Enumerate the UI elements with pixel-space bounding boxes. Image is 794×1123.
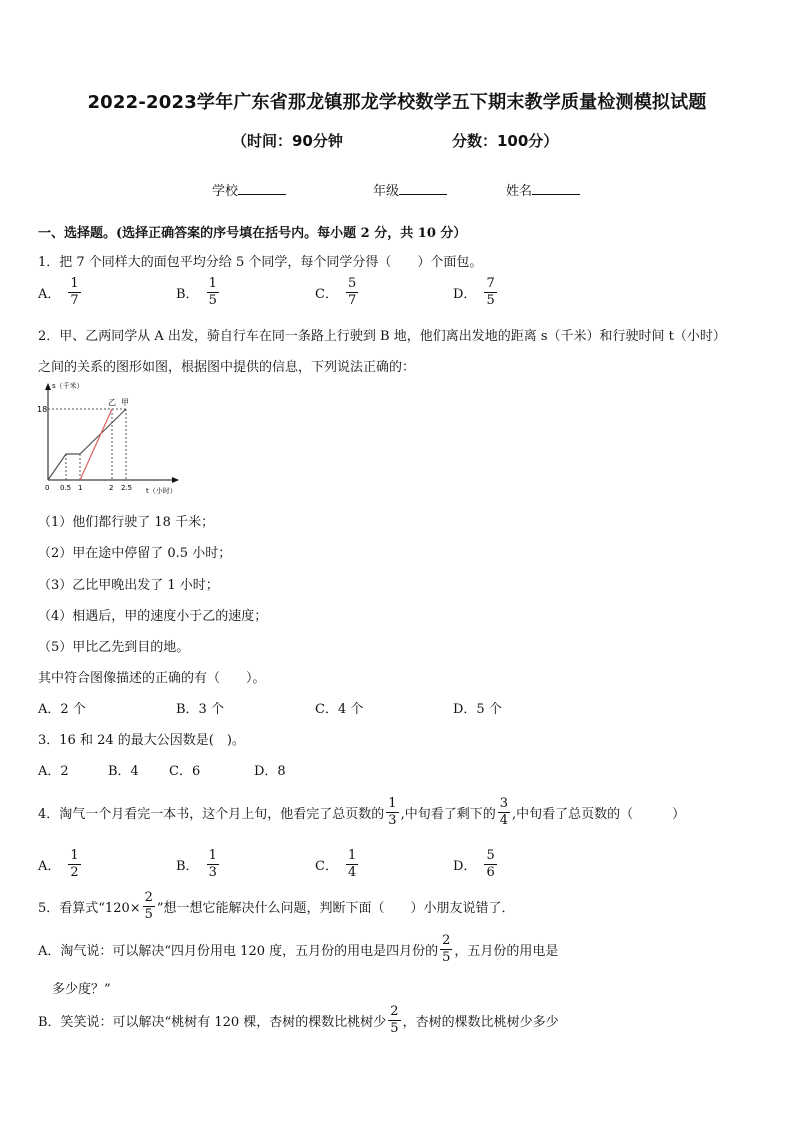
q4-text-post: ,中旬看了总页数的（ ）	[511, 807, 686, 822]
school-blank[interactable]	[238, 182, 286, 195]
line-jia	[48, 409, 126, 480]
y-axis-arrow	[45, 383, 51, 390]
section-heading: 一、选择题。(选择正确答案的序号填在括号内。每小题 2 分，共 10 分）	[38, 226, 467, 241]
numerator: 1	[70, 848, 79, 863]
q5-option-b[interactable]	[38, 1004, 559, 1037]
exam-score: 分数：100分）	[452, 132, 559, 150]
grade-field	[373, 180, 447, 199]
q3-option-c[interactable]: C．6	[169, 764, 201, 779]
q3-option-a[interactable]: A．2	[38, 764, 69, 779]
q5-b-text-pre: B．笑笑说：可以解决“桃树有 120 棵，杏树的棵数比桃树少	[38, 1015, 387, 1030]
x-tick-0: 0	[45, 484, 50, 492]
numerator: 1	[208, 276, 217, 291]
denominator: 5	[486, 293, 495, 308]
numerator: 5	[486, 848, 495, 863]
fraction-three-quarters	[498, 796, 510, 829]
x-tick-2-5: 2.5	[121, 484, 133, 492]
q5-a-text-pre: A．淘气说：可以解决“四月份用电 120 度，五月份的用电是四月份的	[38, 944, 439, 959]
q5-option-a-line2: 多少度？”	[52, 982, 111, 997]
denominator: 5	[208, 293, 217, 308]
q1-option-a[interactable]	[38, 276, 83, 309]
numerator: 1	[388, 796, 397, 811]
page-title: 2022-2023学年广东省那龙镇那龙学校数学五下期末教学质量检测模拟试题	[87, 92, 707, 113]
fraction-two-fifths	[388, 1004, 400, 1037]
q5-option-a[interactable]	[38, 933, 558, 966]
denominator: 2	[70, 865, 79, 880]
q5-text-post: ”想一想它能解决什么问题，判断下面（ ）小朋友说错了．	[156, 901, 515, 916]
question-3: 3．16 和 24 的最大公因数是( )。	[38, 733, 245, 748]
denominator: 5	[390, 1021, 399, 1036]
denominator: 3	[388, 813, 397, 828]
y-tick-18: 18	[37, 405, 48, 414]
school-field	[212, 180, 286, 199]
denominator: 3	[208, 865, 217, 880]
q5-a-text-post: ，五月份的用电是	[454, 944, 559, 959]
x-axis-label: t（小时）	[146, 487, 177, 495]
q2-option-d[interactable]: D．5 个	[453, 702, 502, 717]
name-label: 姓名	[506, 184, 533, 199]
grade-blank[interactable]	[399, 182, 447, 195]
question-1: 1．把 7 个同样大的面包平均分给 5 个同学，每个同学分得（ ）个面包。	[38, 255, 483, 270]
q4-option-b[interactable]	[176, 848, 221, 881]
distance-time-graph	[36, 380, 186, 500]
q2-option-a[interactable]: A．2 个	[38, 702, 86, 717]
q4-text-mid: ,中旬看了剩下的	[400, 807, 496, 822]
denominator: 5	[144, 907, 153, 922]
numerator: 1	[208, 848, 217, 863]
x-tick-2: 2	[109, 484, 114, 492]
q3-option-b[interactable]: B．4	[108, 764, 139, 779]
question-4	[38, 796, 685, 829]
option-label: D．	[453, 287, 477, 302]
fraction	[68, 276, 80, 309]
q2-option-c[interactable]: C．4 个	[315, 702, 364, 717]
q2-option-b[interactable]: B．3 个	[176, 702, 224, 717]
denominator: 4	[347, 865, 357, 880]
name-blank[interactable]	[532, 182, 580, 195]
fraction	[484, 848, 496, 881]
question-2-line1: 2．甲、乙两同学从 A 出发，骑自行车在同一条路上行驶到 B 地，他们离出发地的距离 s（千米）和行驶时间 t（小时）	[38, 329, 726, 344]
q5-b-text-post: ，杏树的棵数比桃树少多少	[402, 1015, 559, 1030]
statement-4: （4）相遇后，甲的速度小于乙的速度；	[38, 609, 268, 624]
q1-option-c[interactable]	[315, 276, 360, 309]
grade-label: 年级	[373, 184, 400, 199]
exam-time: （时间：90分钟	[232, 132, 343, 150]
q4-option-d[interactable]	[453, 848, 499, 881]
numerator: 2	[390, 1004, 399, 1019]
q4-option-a[interactable]	[38, 848, 83, 881]
numerator: 1	[347, 848, 357, 863]
option-label: B．	[176, 287, 199, 302]
denominator: 6	[486, 865, 495, 880]
question-5	[38, 890, 515, 923]
question-2-ask: 其中符合图像描述的正确的有（ ）。	[38, 671, 266, 686]
q1-option-b[interactable]	[176, 276, 221, 309]
name-field	[506, 180, 580, 199]
numerator: 2	[442, 933, 451, 948]
q4-option-c[interactable]	[315, 848, 360, 881]
option-label: A．	[38, 859, 61, 874]
x-axis-arrow	[172, 477, 179, 483]
fraction	[68, 848, 80, 881]
denominator: 4	[499, 813, 508, 828]
line-yi	[80, 409, 112, 480]
fraction	[346, 848, 358, 881]
q5-text-pre: 5．看算式“120×	[38, 901, 141, 916]
fraction	[346, 276, 358, 309]
fraction	[207, 276, 219, 309]
q3-option-d[interactable]: D．8	[254, 764, 286, 779]
denominator: 5	[442, 950, 451, 965]
option-label: B．	[176, 859, 199, 874]
x-tick-0-5: 0.5	[60, 484, 72, 492]
fraction-one-third	[386, 796, 398, 829]
statement-3: （3）乙比甲晚出发了 1 小时；	[38, 578, 219, 593]
denominator: 7	[347, 293, 357, 308]
numerator: 2	[144, 890, 153, 905]
fraction	[484, 276, 496, 309]
label-jia: 甲	[121, 398, 129, 407]
numerator: 3	[499, 796, 508, 811]
fraction-two-fifths	[440, 933, 452, 966]
q4-text-pre: 4．淘气一个月看完一本书，这个月上旬，他看完了总页数的	[38, 807, 385, 822]
denominator: 7	[70, 293, 79, 308]
school-label: 学校	[212, 184, 239, 199]
y-axis-label: s（千米）	[52, 382, 84, 390]
option-label: C．	[315, 287, 338, 302]
q1-option-d[interactable]	[453, 276, 499, 309]
numerator: 5	[347, 276, 357, 291]
option-label: D．	[453, 859, 477, 874]
statement-2: （2）甲在途中停留了 0.5 小时；	[38, 546, 232, 561]
statement-5: （5）甲比乙先到目的地。	[38, 640, 190, 655]
fraction	[207, 848, 219, 881]
question-2-line2: 之间的关系的图形如图，根据图中提供的信息，下列说法正确的：	[38, 360, 416, 375]
option-label: A．	[38, 287, 61, 302]
fraction-two-fifths	[143, 890, 155, 923]
x-tick-1: 1	[78, 484, 83, 492]
numerator: 7	[486, 276, 495, 291]
option-label: C．	[315, 859, 338, 874]
statement-1: （1）他们都行驶了 18 千米；	[38, 515, 215, 530]
numerator: 1	[70, 276, 79, 291]
label-yi: 乙	[108, 398, 116, 407]
